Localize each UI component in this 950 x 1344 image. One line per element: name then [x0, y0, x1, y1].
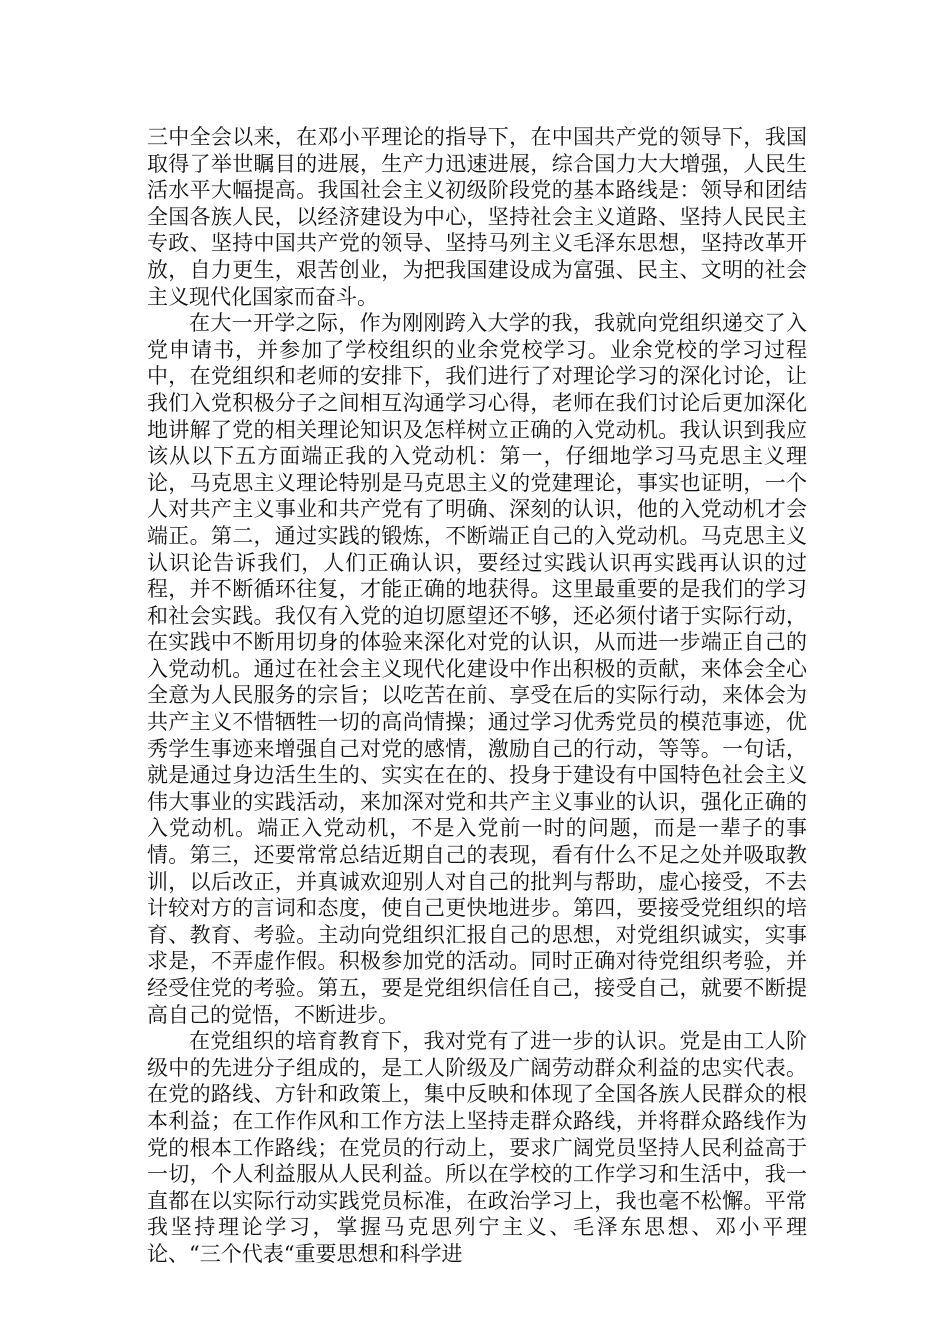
- document-page: [147, 124, 807, 1268]
- paragraph-motivation: 在大一开学之际，作为刚刚跨入大学的我，我就向党组织递交了入党申请书，并参加了学校组织的业余党校学习。业余党校的学习过程中，在党组织和老师的安排下，我们进行了对理论学习的深化讨论，让我们入党积极分子之间相互沟通学习心得，老师在我们讨论后更加深化地讲解了党的相关理论知识及怎样树立正确的入党动机。我认识到我应该从以下五方面端正我的入党动机：第一，仔细地学习马克思主义理论，马克思主义理论特别是马克思主义的党建理论，事实也证明，一个人对共产主义事业和共产党有了明确、深刻的认识，他的入党动机才会端正。第二，通过实践的锻炼，不断端正自己的入党动机。马克思主义认识论告诉我们，人们正确认识，要经过实践认识再实践再认识的过程，并不断循环往复，才能正确的地获得。这里最重要的是我们的学习和社会实践。我仅有入党的迫切愿望还不够，还必须付诸于实际行动，在实践中不断用切身的体验来深化对党的认识，从而进一步端正自己的入党动机。通过在社会主义现代化建设中作出积极的贡献，来体会全心全意为人民服务的宗旨；以吃苦在前、享受在后的实际行动，来体会为共产主义不惜牺牲一切的高尚情操；通过学习优秀党员的模范事迹，优秀学生事迹来增强自己对党的感情，激励自己的行动，等等。一句话，就是通过身边活生生的、实实在在的、投身于建设有中国特色社会主义伟大事业的实践活动，来加深对党和共产主义事业的认识，强化正确的入党动机。端正入党动机，不是入党前一时的问题，而是一辈子的事情。第三，还要常常总结近期自己的表现，看有什么不足之处并吸取教训，以后改正，并真诚欢迎别人对自己的批判与帮助，虚心接受，不去计较对方的言词和态度，使自己更快地进步。第四，要接受党组织的培育、教育、考验。主动向党组织汇报自己的思想，对党组织诚实，实事求是，不弄虚作假。积极参加党的活动。同时正确对待党组织考验，并经受住党的考验。第五，要是党组织信任自己，接受自己，就要不断提高自己的觉悟，不断进步。: [147, 311, 807, 1027]
- paragraph-understanding: 在党组织的培育教育下，我对党有了进一步的认识。党是由工人阶级中的先进分子组成的，是工人阶级及广阔劳动群众利益的忠实代表。在党的路线、方针和政策上，集中反映和体现了全国各族人民群众的根本利益；在工作作风和工作方法上坚持走群众路线，并将群众路线作为党的根本工作路线；在党员的行动上，要求广阔党员坚持人民利益高于一切，个人利益服从人民利益。所以在学校的工作学习和生活中，我一直都在以实际行动实践党员标准，在政治学习上，我也毫不松懈。平常我坚持理论学习，掌握马克思列宁主义、毛泽东思想、邓小平理论、“三个代表“重要思想和科学进: [147, 1029, 807, 1266]
- paragraph-intro: 三中全会以来，在邓小平理论的指导下，在中国共产党的领导下，我国取得了举世瞩目的进展，生产力迅速进展，综合国力大大增强，人民生活水平大幅提高。我国社会主义初级阶段党的基本路线是：领导和团结全国各族人民，以经济建设为中心，坚持社会主义道路、坚持人民民主专政、坚持中国共产党的领导、坚持马列主义毛泽东思想，坚持改革开放，自力更生，艰苦创业，为把我国建设成为富强、民主、文明的社会主义现代化国家而奋斗。: [147, 125, 807, 309]
